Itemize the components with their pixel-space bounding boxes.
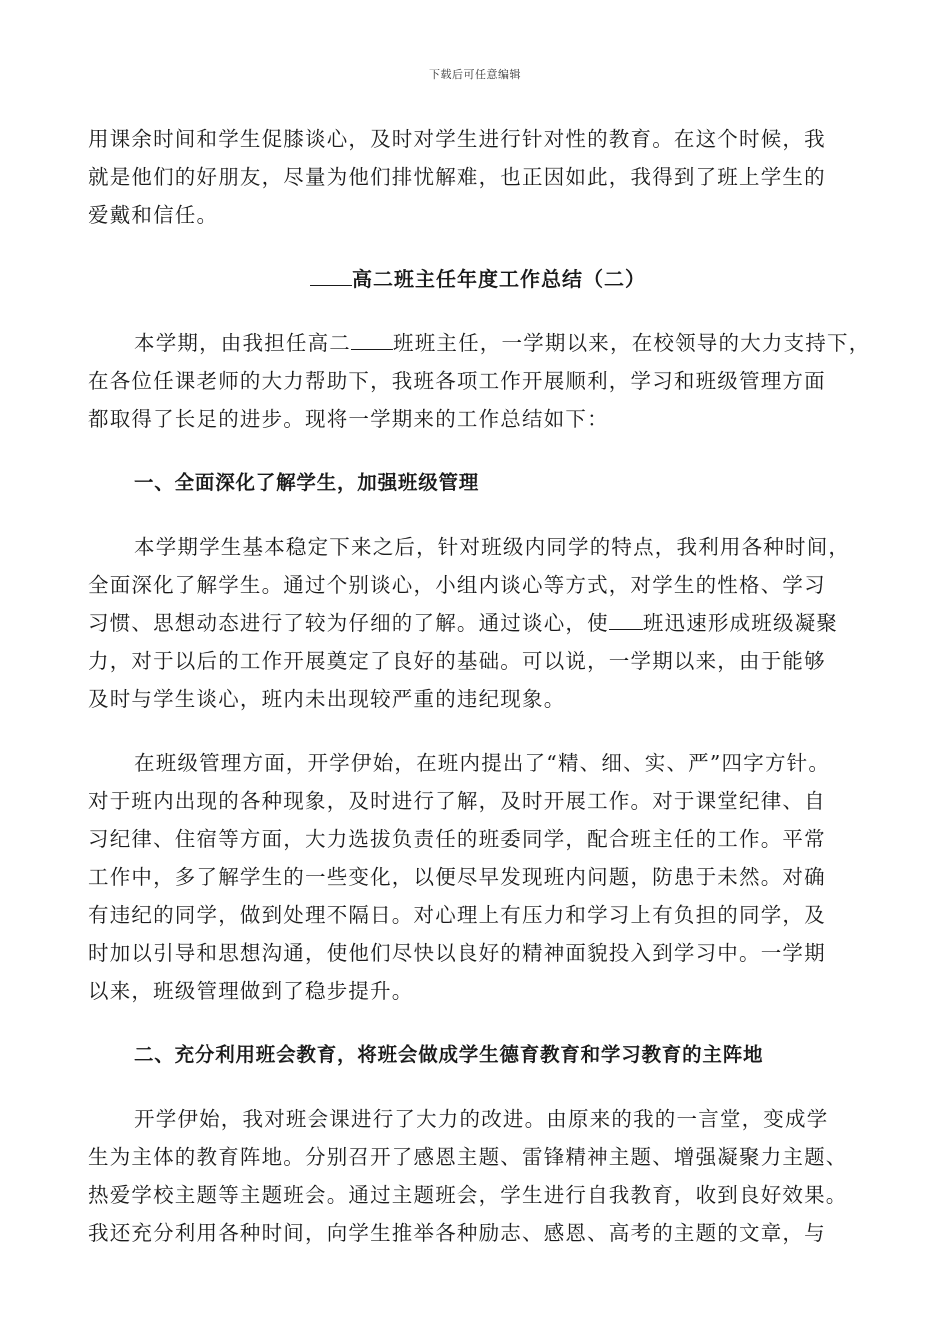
paragraph-line: 就是他们的好朋友，尽量为他们排忧解难，也正因如此，我得到了班上学生的 [88,165,826,189]
paragraph-line: 我还充分利用各种时间，向学生推举各种励志、感恩、高考的主题的文章，与 [88,1221,826,1245]
paragraph-line: 时加以引导和思想沟通，使他们尽快以良好的精神面貌投入到学习中。一学期 [88,941,826,965]
paragraph-line: 以来，班级管理做到了稳步提升。 [88,979,414,1003]
text-segment: 本学期，由我担任高二 [134,331,351,355]
paragraph-line: 在各位任课老师的大力帮助下，我班各项工作开展顺利，学习和班级管理方面 [88,369,826,393]
paragraph-line: 爱戴和信任。 [88,203,219,227]
paragraph-line: 有违纪的同学，做到处理不隔日。对心理上有压力和学习上有负担的同学，及 [88,903,826,927]
intro-paragraph [88,120,868,234]
fill-blank [609,609,643,630]
paragraph-3 [88,744,868,1010]
page-header: 下载后可任意编辑 [429,68,521,81]
title-blank [310,265,352,286]
text-segment: 班迅速形成班级凝聚 [642,611,839,635]
paragraph-line: 都取得了长足的进步。现将一学期来的工作总结如下： [88,407,609,431]
section-heading-2: 二、充分利用班会教育，将班会做成学生德育教育和学习教育的主阵地 [134,1043,764,1066]
paragraph-line: 热爱学校主题等主题班会。通过主题班会，学生进行自我教育，收到良好效果。 [88,1183,848,1207]
paragraph-line: 及时与学生谈心，班内未出现较严重的违纪现象。 [88,687,566,711]
paragraph-line: 用课余时间和学生促膝谈心，及时对学生进行针对性的教育。在这个时候，我 [88,127,826,151]
paragraph-4 [88,1100,868,1252]
paragraph-line: 工作中，多了解学生的一些变化，以便尽早发现班内问题，防患于未然。对确 [88,865,826,889]
text-segment: 习惯、思想动态进行了较为仔细的了解。通过谈心，使 [88,611,609,635]
text-segment: 班班主任，一学期以来，在校领导的大力支持下， [393,331,871,355]
paragraph-line: 开学伊始，我对班会课进行了大力的改进。由原来的我的一言堂，变成学 [134,1107,829,1131]
paragraph-line: 习纪律、住宿等方面，大力选拔负责任的班委同学，配合班主任的工作。平常 [88,827,826,851]
paragraph-line: 力，对于以后的工作开展奠定了良好的基础。可以说，一学期以来，由于能够 [88,649,826,673]
paragraph-line: 生为主体的教育阵地。分别召开了感恩主题、雷锋精神主题、增强凝聚力主题、 [88,1145,848,1169]
paragraph-line [88,324,871,362]
title-text: 高二班主任年度工作总结（二） [352,267,646,291]
paragraph-line [88,604,868,642]
document-body [88,120,871,1252]
paragraph-line: 对于班内出现的各种现象，及时进行了解，及时开展工作。对于课堂纪律、自 [88,789,826,813]
paragraph-1 [88,324,871,438]
fill-blank [351,329,393,350]
paragraph-line: 本学期学生基本稳定下来之后，针对班级内同学的特点，我利用各种时间， [134,535,851,559]
paragraph-line: 全面深化了解学生。通过个别谈心，小组内谈心等方式，对学生的性格、学习 [88,573,826,597]
section-heading-1: 一、全面深化了解学生，加强班级管理 [134,471,480,494]
paragraph-line: 在班级管理方面，开学伊始，在班内提出了“精、细、实、严”四字方针。 [134,751,831,775]
document-title [88,260,868,298]
paragraph-2 [88,528,868,718]
